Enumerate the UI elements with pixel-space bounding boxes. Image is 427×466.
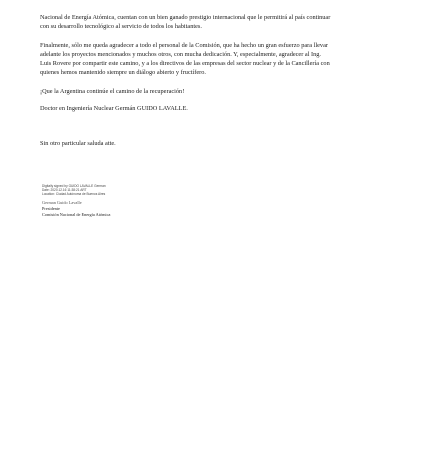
paragraph-3: ¡Que la Argentina continúe el camino de la recuperación! <box>40 88 185 95</box>
paragraph-1-line-1: Nacional de Energía Atómica, cuentan con un bien ganado prestigio internacional que le permitirá al país continuar <box>40 14 331 21</box>
digital-signature-line-1: Digitally signed by GUIDO LAVALLE German <box>42 184 106 188</box>
signer-organization: Comisión Nacional de Energía Atómica <box>42 212 111 217</box>
paragraph-1-line-2: con su desarrollo tecnológico al servicio de todos los habitantes. <box>40 23 202 30</box>
paragraph-2-line-3: Luis Rovere por compartir este camino, y a los directivos de las empresas del sector nuclear y de la Cancillería con <box>40 60 330 67</box>
signer-name: German Guido Lavalle <box>42 200 82 205</box>
digital-signature-stamp <box>42 184 106 197</box>
paragraph-2-line-4: quienes hemos mantenido siempre un diálogo abierto y fructífero. <box>40 69 206 76</box>
paragraph-2-line-1: Finalmente, sólo me queda agradecer a todo el personal de la Comisión, que ha hecho un gran esfuerzo para llevar <box>40 42 328 49</box>
paragraph-2 <box>40 41 400 77</box>
signer-title: Presidente <box>42 206 60 211</box>
paragraph-2-line-2: adelante los proyectos mencionados y muchos otros, con mucha dedicación. Y, especialmente, agradecer al Ing. <box>40 51 321 58</box>
paragraph-4: Doctor en Ingeniería Nuclear Germán GUIDO LAVALLE. <box>40 105 188 112</box>
signer-block <box>42 200 110 218</box>
closing-line: Sin otro particular saluda atte. <box>40 140 116 147</box>
digital-signature-line-3: Location: Ciudad Autónoma de Buenos Aires <box>42 192 106 197</box>
digital-signature-line-2: Date: 2020.12.16 11:38:21 ART <box>42 188 87 193</box>
paragraph-1 <box>40 13 400 31</box>
